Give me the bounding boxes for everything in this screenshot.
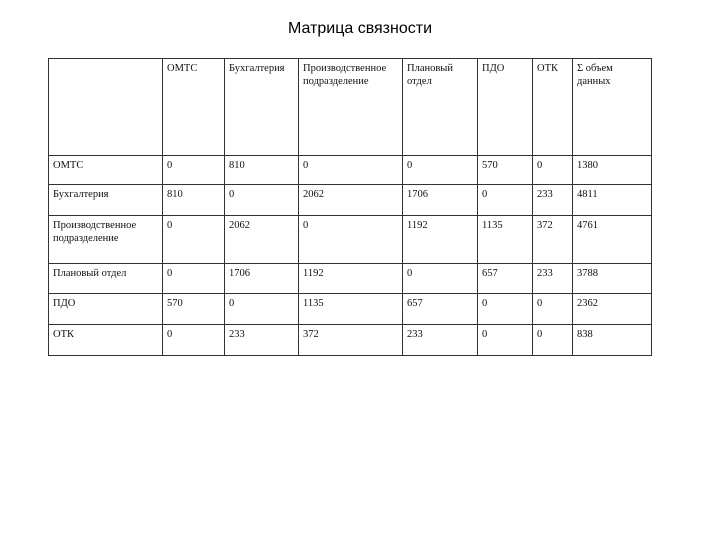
table-cell: 0 [533, 156, 573, 185]
table-cell: 0 [403, 156, 478, 185]
table-cell: 0 [163, 264, 225, 294]
table-cell: 1135 [478, 216, 533, 264]
table-cell: 0 [478, 325, 533, 356]
table-row [49, 294, 652, 325]
table-cell: 0 [478, 185, 533, 216]
table-cell: 233 [403, 325, 478, 356]
table-cell: 1706 [225, 264, 299, 294]
table-cell: 838 [573, 325, 652, 356]
page-title: Матрица связности [287, 20, 433, 37]
table-row [49, 156, 652, 185]
table-cell: 2362 [573, 294, 652, 325]
table-cell: 0 [299, 216, 403, 264]
table-cell: 0 [163, 325, 225, 356]
table-cell: 0 [225, 294, 299, 325]
table-cell: 1380 [573, 156, 652, 185]
table-cell: 0 [163, 156, 225, 185]
table-cell: 1135 [299, 294, 403, 325]
table-cell: 570 [478, 156, 533, 185]
column-header-otk: ОТК [533, 59, 573, 156]
table-cell: 810 [163, 185, 225, 216]
table-cell: 0 [299, 156, 403, 185]
table-header-row [49, 59, 652, 156]
row-label: Производственное подразделение [49, 216, 163, 264]
table-cell: 233 [225, 325, 299, 356]
table-cell: 0 [403, 264, 478, 294]
table-cell: 372 [299, 325, 403, 356]
table-cell: 1706 [403, 185, 478, 216]
table-cell: 2062 [299, 185, 403, 216]
row-label: Бухгалтерия [49, 185, 163, 216]
column-header-production: Производственное подразделение [299, 59, 403, 156]
column-header-planning: Плановый отдел [403, 59, 478, 156]
table-cell: 0 [533, 325, 573, 356]
row-label: ПДО [49, 294, 163, 325]
column-header-pdo: ПДО [478, 59, 533, 156]
table-row [49, 325, 652, 356]
column-header-total: Σ объем данных [573, 59, 652, 156]
table-cell: 657 [478, 264, 533, 294]
row-label: ОТК [49, 325, 163, 356]
corner-cell [49, 59, 163, 156]
table-cell: 0 [225, 185, 299, 216]
table-row [49, 185, 652, 216]
table-cell: 372 [533, 216, 573, 264]
table-cell: 3788 [573, 264, 652, 294]
table-cell: 0 [163, 216, 225, 264]
table-row [49, 216, 652, 264]
table-cell: 233 [533, 185, 573, 216]
table-row [49, 264, 652, 294]
table-cell: 233 [533, 264, 573, 294]
table-cell: 810 [225, 156, 299, 185]
table-cell: 1192 [299, 264, 403, 294]
column-header-accounting: Бухгалтерия [225, 59, 299, 156]
table-cell: 4761 [573, 216, 652, 264]
row-label: Плановый отдел [49, 264, 163, 294]
column-header-omts: ОМТС [163, 59, 225, 156]
table-cell: 657 [403, 294, 478, 325]
row-label: ОМТС [49, 156, 163, 185]
table-cell: 2062 [225, 216, 299, 264]
table-cell: 1192 [403, 216, 478, 264]
table-cell: 4811 [573, 185, 652, 216]
table-cell: 570 [163, 294, 225, 325]
table-cell: 0 [478, 294, 533, 325]
connectivity-matrix-table [48, 58, 652, 356]
table-cell: 0 [533, 294, 573, 325]
